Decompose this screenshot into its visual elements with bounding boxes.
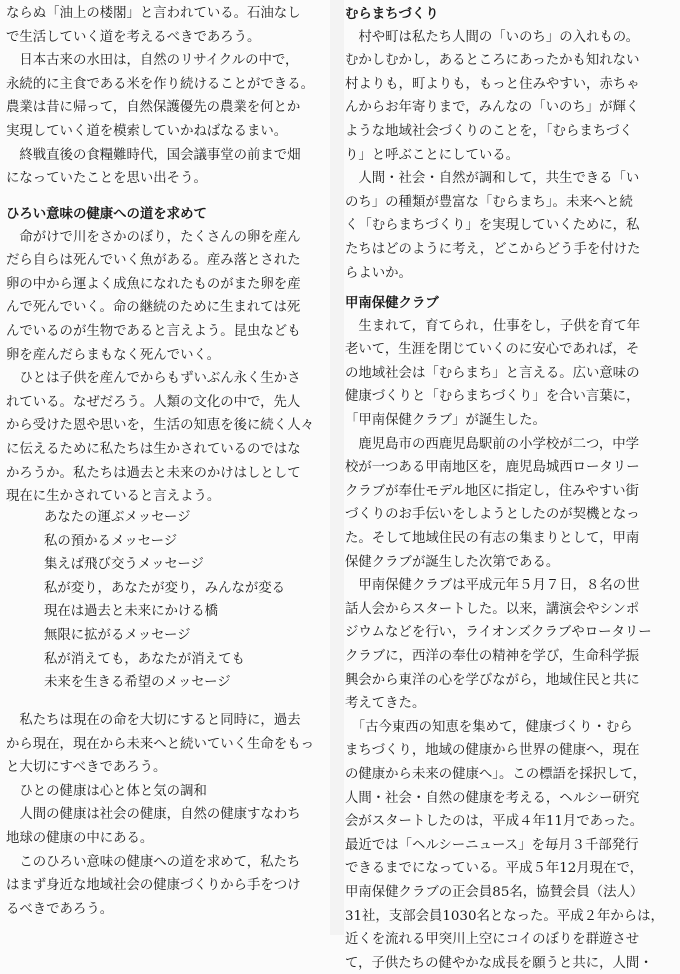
section-heading-muramachi: むらまちづくり (345, 6, 439, 22)
body-text-line: 終戦直後の食糧難時代，国会議事堂の前まで畑 (6, 147, 301, 163)
body-text-line: クラブに，西洋の奉仕の精神を学び，生命科学振 (345, 649, 640, 664)
body-text-line: く「むらまちづくり」を実現していくために，私 (345, 218, 640, 234)
body-text-line: はまず身近な地域社会の健康づくりから手をつけ (6, 878, 301, 894)
body-text-line: ジウムなどを行い，ライオンズクラブやロータリー (345, 625, 652, 641)
body-text-line: まちづくり，地域の健康から世界の健康へ，現在 (345, 743, 640, 759)
poem-line: 集えば飛び交うメッセージ (44, 557, 204, 573)
body-text-line: んで死んでいく。命の継続のために生まれては死 (6, 300, 301, 316)
body-text-line: で生活していく道を考えるべきであろう。 (6, 29, 261, 45)
poem-line: 現在は過去と未来にかける橋 (44, 604, 219, 620)
body-text-line: 命がけで川をさかのぼり，たくさんの卵を産ん (6, 229, 301, 245)
body-text-line: かろうか。私たちは過去と未来のかけはしとして (6, 465, 301, 481)
body-text-line: 興会から東洋の心を学びながら，地域住民と共に (345, 672, 640, 688)
body-text-line: 会がスタートしたのは，平成４年11月であった。 (345, 814, 644, 830)
body-text-line: 校が一つある甲南地区を，鹿児島城西ロータリー (345, 460, 640, 476)
body-text-line: 最近では「ヘルシーニュース」を毎月３千部発行 (345, 837, 639, 853)
body-text-line: るべきであろう。 (6, 901, 114, 917)
body-text-line: 村や町は私たち人間の「いのち」の入れもの。 (345, 29, 640, 45)
body-text-line: クラブが奉仕モデル地区に指定し，住みやすい街 (345, 483, 639, 499)
body-text-line: た。そして地域住民の有志の集まりとして，甲南 (345, 531, 640, 546)
body-text-line: 老いて，生涯を閉じていくのに安心であれば，そ (345, 342, 640, 358)
poem-line: 私が消えても，あなたが消えても (44, 651, 245, 667)
body-text-line: らよいか。 (345, 265, 412, 281)
body-text-line: 甲南保健クラブの正会員85名，協賛会員（法人） (345, 885, 644, 900)
section-heading-konan-club: 甲南保健クラブ (345, 295, 439, 311)
body-text-line: の地域社会は「むらまち」と言える。広い意味の (345, 365, 640, 381)
body-text-line: と大切にすべきであろう。 (6, 760, 167, 776)
body-text-line: になっていたことを思い出そう。 (6, 171, 207, 187)
body-text-line: て，子供たちの健やかな成長を願うと共に，人間・ (345, 955, 653, 971)
poem-line: 私の預かるメッセージ (44, 533, 178, 549)
body-text-line: 村よりも，町よりも，もっと住みやすい，赤ちゃ (345, 76, 640, 92)
body-text-line: 人間の健康は社会の健康，自然の健康すなわち (6, 807, 301, 823)
body-text-line: 卵の中から運よく成魚になれたものがまた卵を産 (6, 276, 301, 292)
body-text-line: 考えてきた。 (345, 696, 426, 712)
poem-line: 私が変り，あなたが変り，みんなが変る (44, 580, 286, 596)
body-text-line: 現在に生かされていると言えよう。 (6, 489, 221, 505)
body-text-line: ならぬ「油上の楼閣」と言われている。石油なし (6, 6, 301, 21)
body-text-line: 地球の健康の中にある。 (6, 831, 154, 846)
body-text-line: んでいるのが生物であると言えよう。昆虫なども (6, 324, 301, 339)
body-text-line: 日本古来の水田は，自然のリサイクルの中で， (6, 53, 299, 69)
poem-line: 無限に拡がるメッセージ (44, 628, 191, 643)
body-text-line: 健康づくりと「むらまちづくり」を合い言葉に， (345, 389, 640, 405)
body-text-line: 「古今東西の知恵を集めて，健康づくり・むら (345, 719, 633, 735)
section-heading-health: ひろい意味の健康への道を求めて (6, 206, 207, 222)
body-text-line: 卵を産んだらまもなく死んでいく。 (6, 347, 220, 363)
body-text-line: 農業は昔に帰って，自然保護優先の農業を何とか (6, 100, 301, 116)
body-text-line: 実現していく道を模索していかねばなるまい。 (6, 124, 288, 139)
body-text-line: の健康から未来の健康へ」。この標語を採択して， (345, 767, 647, 782)
body-text-line: ひとは子供を産んでからもずいぶん永く生かさ (6, 371, 301, 387)
body-text-line: から現在，現在から未来へと続いていく生命をもっ (6, 736, 314, 752)
body-text-line: むかしむかし，あるところにあったかも知れない (345, 53, 640, 69)
body-text-line: だら自らは死んでいく魚がある。産み落とされた (6, 253, 301, 269)
body-text-line: 鹿児島市の西鹿児島駅前の小学校が二つ，中学 (345, 436, 640, 452)
body-text-line: 人間・社会・自然が調和して，共生できる「い (345, 171, 640, 187)
body-text-line: んからお年寄りまで，みんなの「いのち」が輝く (345, 100, 640, 116)
poem-line: あなたの運ぶメッセージ (44, 510, 191, 525)
body-text-line: のち」の種類が豊富な「むらまち」。未来へと続 (345, 194, 633, 210)
body-text-line: れている。なぜだろう。人類の文化の中で，先人 (6, 394, 301, 410)
body-text-line: づくりのお手伝いをしようとしたのが契機となっ (345, 507, 640, 523)
body-text-line: 話人会からスタートした。以来，講演会やシンポ (345, 601, 640, 617)
body-text-line: から受けた恩や思いを，生活の知恵を後に続く人々 (6, 418, 314, 434)
body-text-line: できるまでになっている。平成５年12月現在で， (345, 861, 643, 877)
body-text-line: に伝えるために私たちは生かされているのではな (6, 442, 301, 457)
body-text-line: ような地域社会づくりのことを，「むらまちづく (345, 124, 633, 139)
body-text-line: 31社，支部会員1030名となった。平成２年からは， (345, 908, 664, 924)
body-text-line: 人間・社会・自然の健康を考える，ヘルシー研究 (345, 790, 640, 806)
body-text-line: このひろい意味の健康への道を求めて，私たち (6, 854, 301, 870)
body-text-line: 生まれて，育てられ，仕事をし，子供を育て年 (345, 318, 641, 334)
poem-line: 未来を生きる希望のメッセージ (44, 675, 231, 691)
body-text-line: 甲南保健クラブは平成元年５月７日，８名の世 (345, 578, 640, 594)
body-text-line: り」と呼ぶことにしている。 (345, 147, 520, 163)
body-text-line: たちはどのように考え，どこからどう手を付けた (345, 242, 641, 257)
show-through-shading (330, 0, 344, 935)
body-text-line: ひとの健康は心と体と気の調和 (6, 783, 207, 799)
body-text-line: 永続的に主食である米を作り続けることができる。 (6, 76, 314, 92)
body-text-line: 「甲南保健クラブ」が誕生した。 (345, 413, 546, 428)
body-text-line: 保健クラブが誕生した次第である。 (345, 554, 560, 570)
body-text-line: 近くを流れる甲突川上空にコイのぼりを群遊させ (345, 932, 640, 948)
body-text-line: 私たちは現在の命を大切にすると同時に，過去 (6, 713, 301, 728)
